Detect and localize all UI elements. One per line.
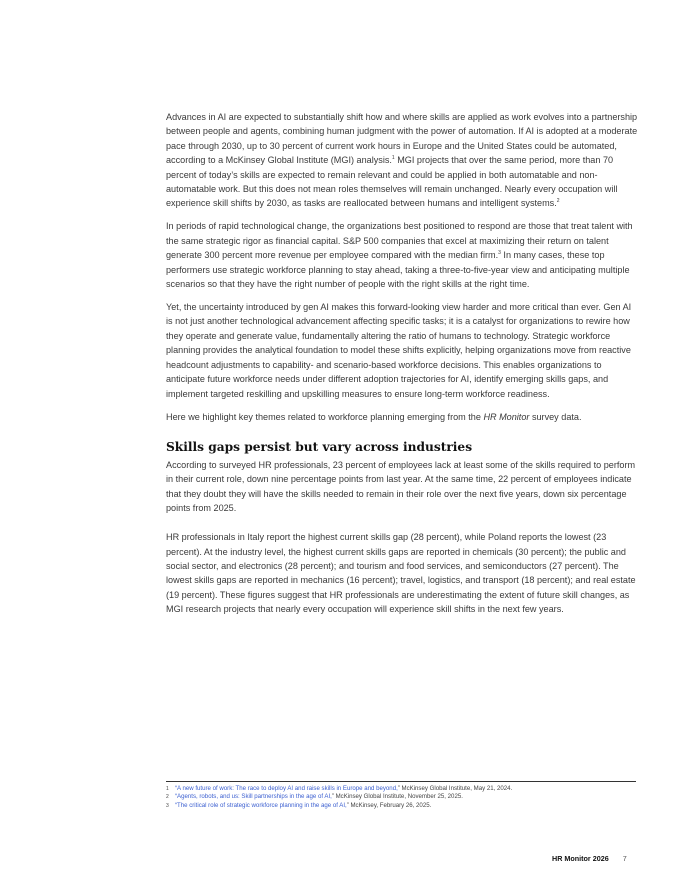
intro-paragraph-4 — [166, 410, 638, 424]
paragraph-text: Advances in AI are expected to substantially shift how and where skills are applied as work evolves into a partnership between people and agents, combining human judgment with the power of automation. If AI is adopted at a moderate pace through 2030, up to 30 percent of current work hours in Europe and the United States could be automated, according to a McKinsey Global Institute (MGI) analysis. — [166, 112, 638, 166]
footnote-link[interactable]: “The critical role of strategic workforce planning in the age of AI, — [175, 801, 347, 809]
footnote-number: 2 — [166, 794, 169, 801]
paragraph-text: MGI projects that over the same period, more than 70 percent of today’s skills are expected to remain relevant and could be applied in both automatable and non-automatable work. But this does not mean roles themselves will remain unchanged. Nearly every occupation will experience skill shifts by 2030, as tasks are reallocated between humans and intelligent systems. — [166, 155, 618, 209]
intro-paragraph-3 — [166, 300, 638, 401]
section-paragraph-2: HR professionals in Italy report the highest current skills gap (28 percent), while Poland reports the lowest (23 percent). At the industry level, the highest current skills gaps are reported in chemicals (30 percent); the public and social sector, and electronics (28 percent); and tourism and food services, and semiconductors (27 percent). The lowest skills gaps are reported in mechanics (16 percent); travel, logistics, and transport (18 percent); and real estate (19 percent). These figures suggest that HR professionals are underestimating the extent of future skill changes, as MGI research projects that nearly every occupation will experience skill shifts in the next few years. — [166, 532, 636, 615]
paragraph-text: In periods of rapid technological change, the organizations best positioned to respond are those that treat talent with the same strategic rigor as financial capital. S&P 500 companies that excel at maximizing their return on talent generate 300 percent more revenue per employee compared with the median firm. — [166, 221, 633, 261]
footnote-source: ” McKinsey Global Institute, November 25, 2025. — [331, 793, 463, 801]
footnote-ref[interactable]: 2 — [556, 198, 560, 205]
footnote-ref[interactable]: 1 — [391, 155, 395, 162]
main-content — [166, 110, 638, 625]
footnote-source: ” McKinsey, February 26, 2025. — [346, 801, 432, 809]
footnote-link[interactable]: “A new future of work: The race to deploy AI and raise skills in Europe and beyond, — [175, 785, 398, 792]
footnote-2 — [166, 793, 636, 801]
section-paragraph-1: According to surveyed HR professionals, 23 percent of employees lack at least some of the skills required to perform in their current role, down nine percentage points from last year. At the same time, 22 percent of employees indicate that they doubt they will have the skills needed to remain in their role over the next five years, down six percentage points from 2025. — [166, 459, 636, 514]
footnote-number: 1 — [166, 786, 169, 792]
footnote-number: 3 — [166, 802, 169, 809]
footnote-ref[interactable]: 3 — [498, 250, 501, 257]
footnote-1 — [166, 785, 636, 793]
footnote-3 — [166, 802, 636, 810]
publication-title: HR Monitor 2026 — [552, 854, 609, 863]
intro-paragraph-1 — [166, 110, 638, 211]
paragraph-text: Yet, the uncertainty introduced by gen AI makes this forward-looking view harder and more critical than ever. Gen AI is not just another technological advancement affecting specific tasks; it is a catalyst for organizations to rewire how they operate and generate value, fundamentally altering the ratio of humans to technology. Strategic workforce planning provides the analytical foundation to model these shifts explicitly, helping organizations move from reactive headcount adjustments to capability- and scenario-based workforce decisions. This enables organizations to anticipate future workforce needs under different adoption trajectories for AI, identify emerging skills gaps, and implement targeted reskilling and upskilling measures to ensure long-term workforce readiness. — [166, 302, 632, 399]
paragraph-text: survey data. — [529, 411, 582, 422]
paragraph-text: Here we highlight key themes related to workforce planning emerging from the — [166, 411, 484, 422]
page-footer — [552, 854, 627, 863]
footnotes — [166, 781, 636, 810]
footnote-source: ” McKinsey Global Institute, May 21, 2024. — [397, 785, 513, 792]
footnote-link[interactable]: “Agents, robots, and us: Skill partnerships in the age of AI, — [175, 793, 332, 801]
publication-name: HR Monitor — [483, 411, 530, 422]
section-heading: Skills gaps persist but vary across industries — [166, 439, 473, 454]
intro-paragraph-2 — [166, 219, 638, 291]
page-number: 7 — [622, 854, 627, 863]
paragraph-text: In many cases, these top performers use strategic workforce planning to stay ahead, taking a three-to-five-year view and anticipating multiple scenarios so that they have the right number of people with the right skills at the right time. — [166, 250, 630, 290]
